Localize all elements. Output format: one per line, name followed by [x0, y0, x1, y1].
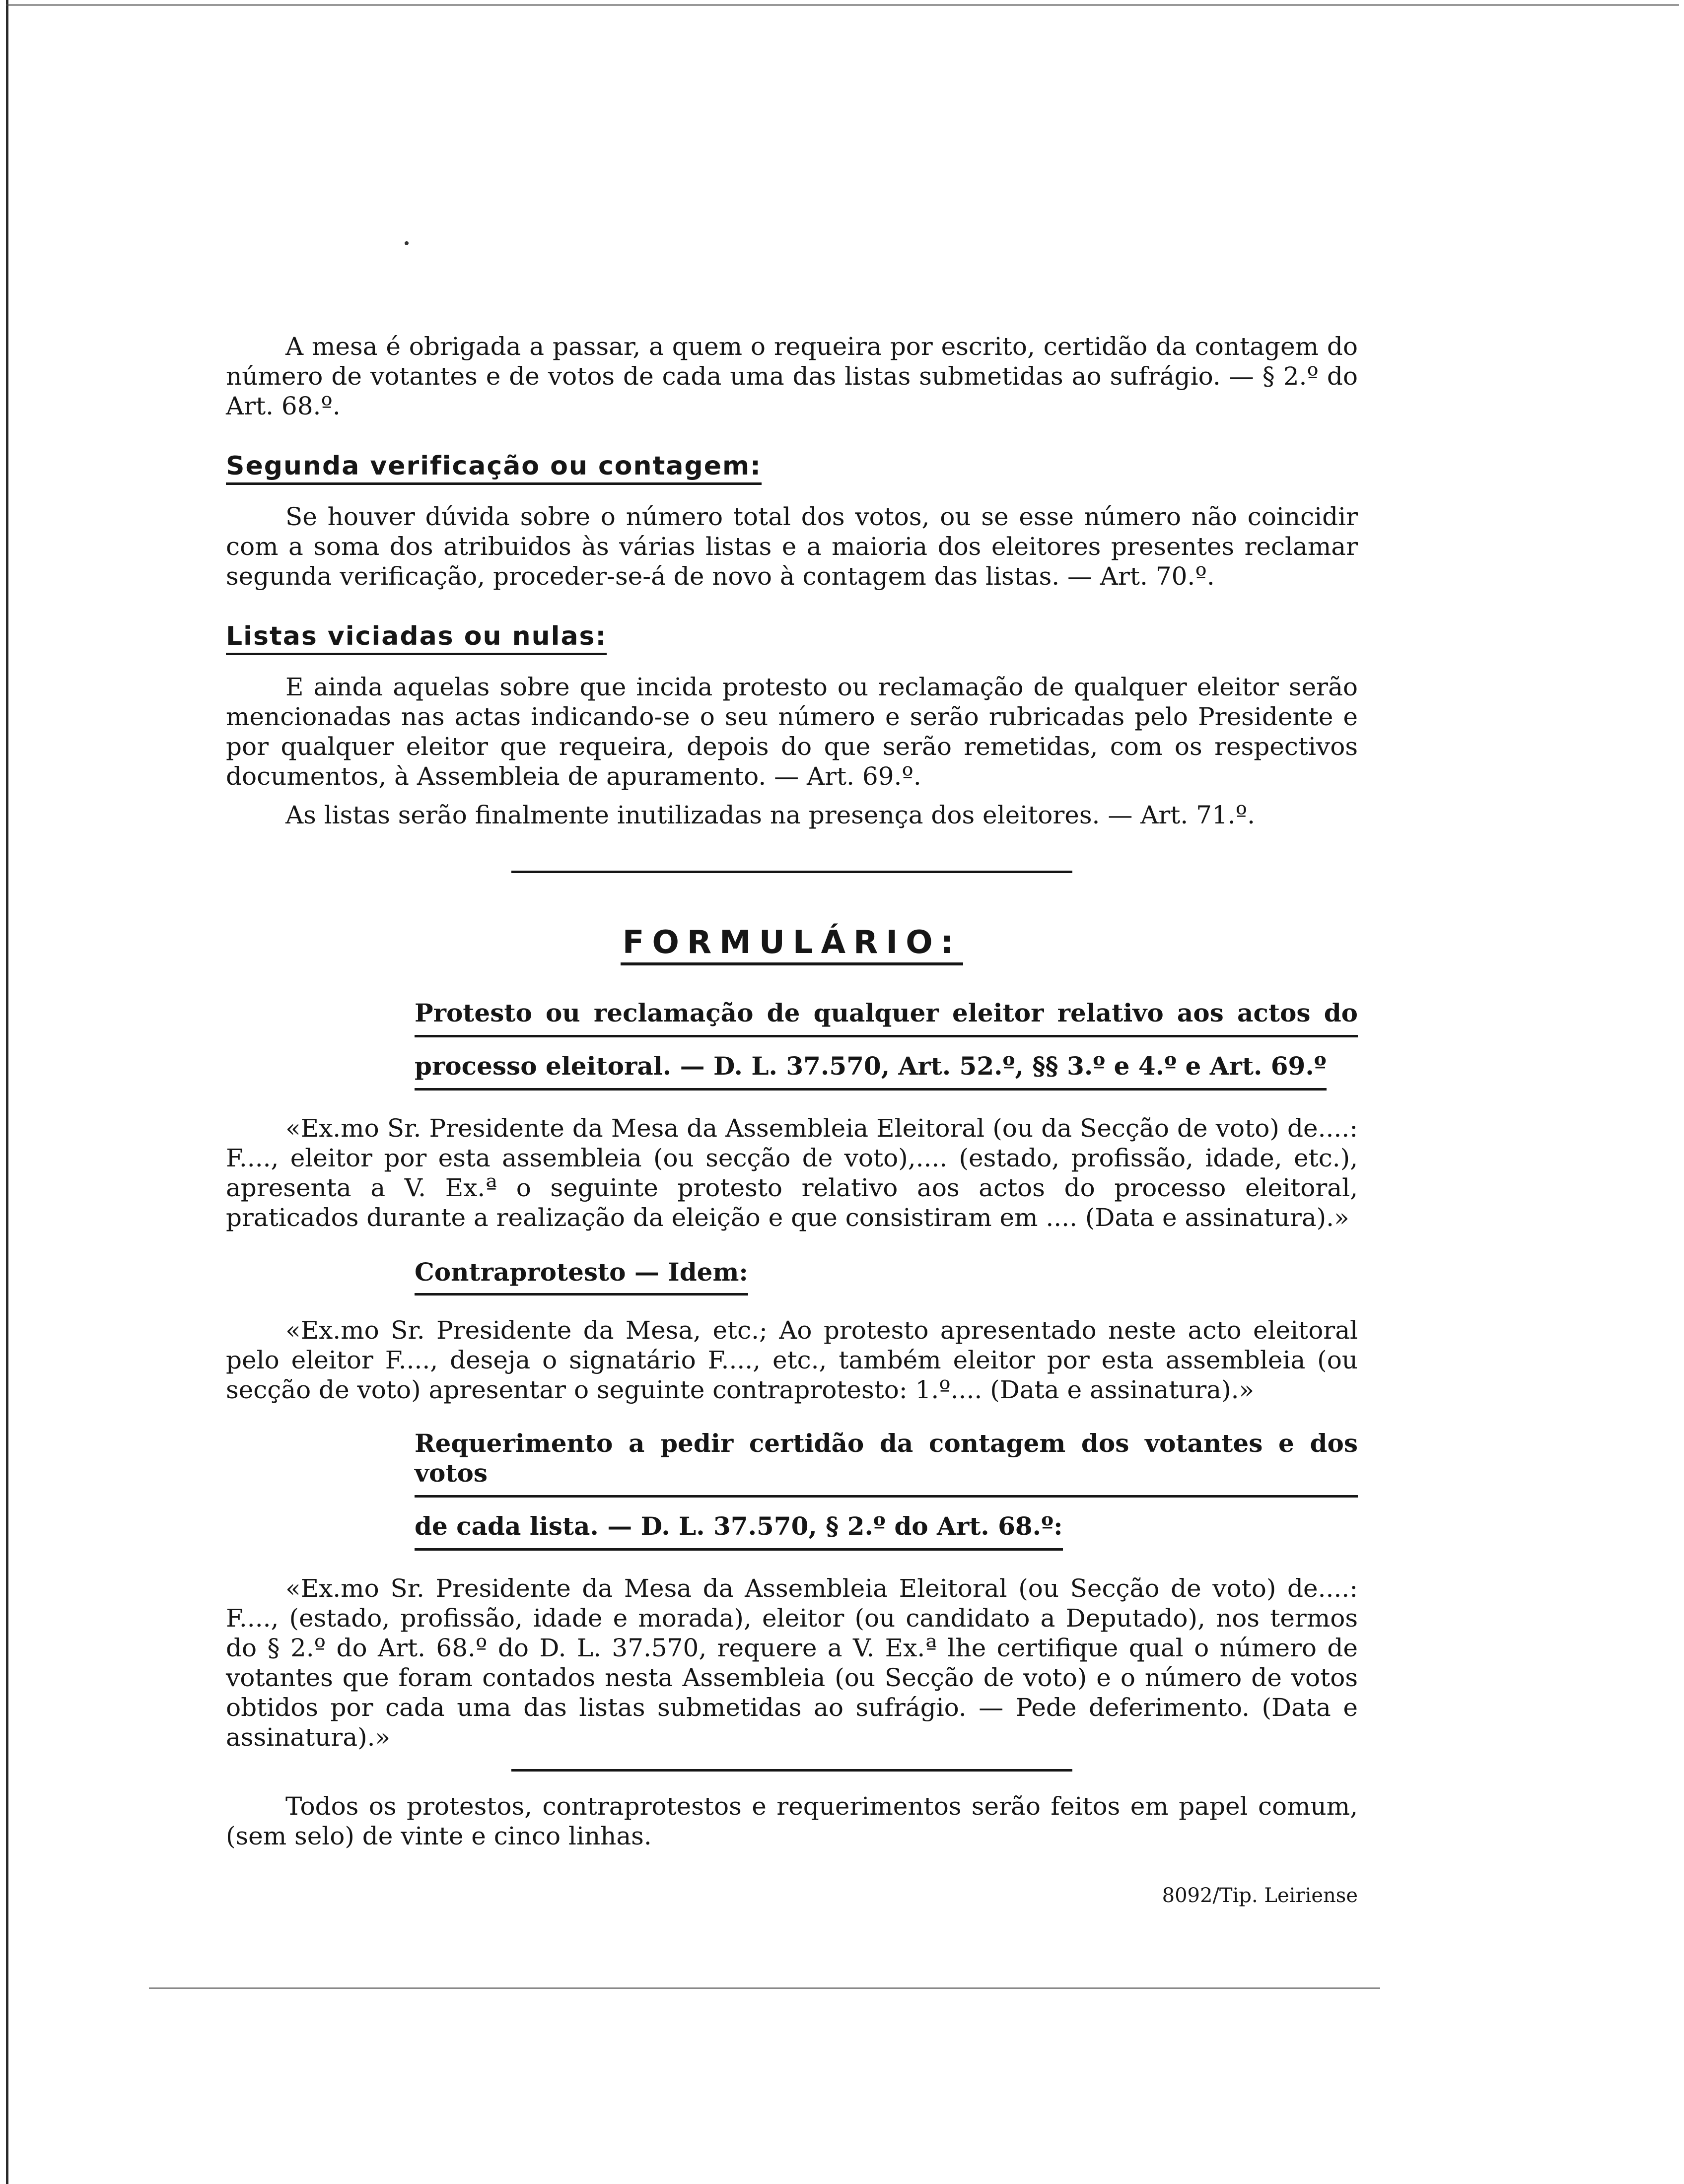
scan-speck: [405, 241, 409, 245]
protesto-heading-line-2: processo eleitoral. — D. L. 37.570, Art. 52.º, §§ 3.º e 4.º e Art. 69.º: [415, 1051, 1327, 1091]
divider-rule-2: [511, 1769, 1072, 1772]
listas-paragraph-1: E ainda aquelas sobre que incida protesto ou reclamação de qualquer eleitor serão mencionadas nas actas indicando-se o seu número e serão rubricadas pelo Presidente e por qualquer eleitor que requeira, depois do que serão remetidas, com os respectivos documentos, à Assembleia de apuramento. — Art. 69.º.: [226, 673, 1358, 791]
scan-edge-left: [6, 0, 8, 2184]
contraprotesto-paragraph: «Ex.mo Sr. Presidente da Mesa, etc.; Ao protesto apresentado neste acto eleitoral pelo eleitor F...., deseja o signatário F...., etc., também eleitor por esta assembleia (ou secção de voto) apresentar o seguinte contraprotesto: 1.º.... (Data e assinatura).»: [226, 1316, 1358, 1404]
section-heading-segunda: Segunda verificação ou contagem:: [226, 450, 762, 485]
intro-paragraph: A mesa é obrigada a passar, a quem o requeira por escrito, certidão da contagem do número de votantes e de votos de cada uma das listas submetidas ao sufrágio. — § 2.º do Art. 68.º.: [226, 332, 1358, 420]
requerimento-heading: [415, 1429, 1358, 1565]
requerimento-heading-line-2: de cada lista. — D. L. 37.570, § 2.º do Art. 68.º:: [415, 1511, 1063, 1551]
requerimento-heading-line-1: Requerimento a pedir certidão da contagem dos votantes e dos votos: [415, 1429, 1358, 1498]
segunda-paragraph: Se houver dúvida sobre o número total dos votos, ou se esse número não coincidir com a soma dos atribuidos às várias listas e a maioria dos eleitores presentes reclamar segunda verificação, proceder-se-á de novo à contagem das listas. — Art. 70.º.: [226, 502, 1358, 591]
protesto-heading-line-1: Protesto ou reclamação de qualquer eleitor relativo aos actos do: [415, 998, 1358, 1037]
scan-edge-bottom: [149, 1987, 1380, 1989]
protesto-paragraph: «Ex.mo Sr. Presidente da Mesa da Assembleia Eleitoral (ou da Secção de voto) de....: F...., eleitor por esta assembleia (ou secção de voto),.... (estado, profissão, idade, etc.), apresenta a V. Ex.ª o seguinte protesto relativo aos actos do processo eleitoral, praticados durante a realização da eleição e que consistiram em .... (Data e assinatura).»: [226, 1114, 1358, 1232]
document-body: [226, 332, 1358, 1911]
closing-paragraph: Todos os protestos, contraprotestos e requerimentos serão feitos em papel comum, (sem selo) de vinte e cinco linhas.: [226, 1792, 1358, 1850]
divider-rule: [511, 871, 1072, 873]
contraprotesto-heading: Contraprotesto — Idem:: [415, 1257, 748, 1296]
printer-imprint: 8092/Tip. Leiriense: [1162, 1884, 1358, 1907]
contraprotesto-heading-wrap: [415, 1257, 1358, 1296]
scan-edge-top: [6, 4, 1679, 6]
section-heading-listas: Listas viciadas ou nulas:: [226, 620, 607, 655]
requerimento-paragraph: «Ex.mo Sr. Presidente da Mesa da Assembleia Eleitoral (ou Secção de voto) de....: F...., (estado, profissão, idade e morada), eleitor (ou candidato a Deputado), nos termos do § 2.º do Art. 68.º do D. L. 37.570, requere a V. Ex.ª lhe certifique qual o número de votantes que foram contados nesta Assembleia (ou Secção de voto) e o número de votos obtidos por cada uma das listas submetidas ao sufrágio. — Pede deferimento. (Data e assinatura).»: [226, 1574, 1358, 1752]
listas-paragraph-2: As listas serão finalmente inutilizadas na presença dos eleitores. — Art. 71.º.: [285, 801, 1256, 829]
formulario-title: FORMULÁRIO:: [621, 923, 963, 965]
protesto-heading: [415, 998, 1358, 1104]
formulario-title-wrap: [226, 923, 1358, 965]
